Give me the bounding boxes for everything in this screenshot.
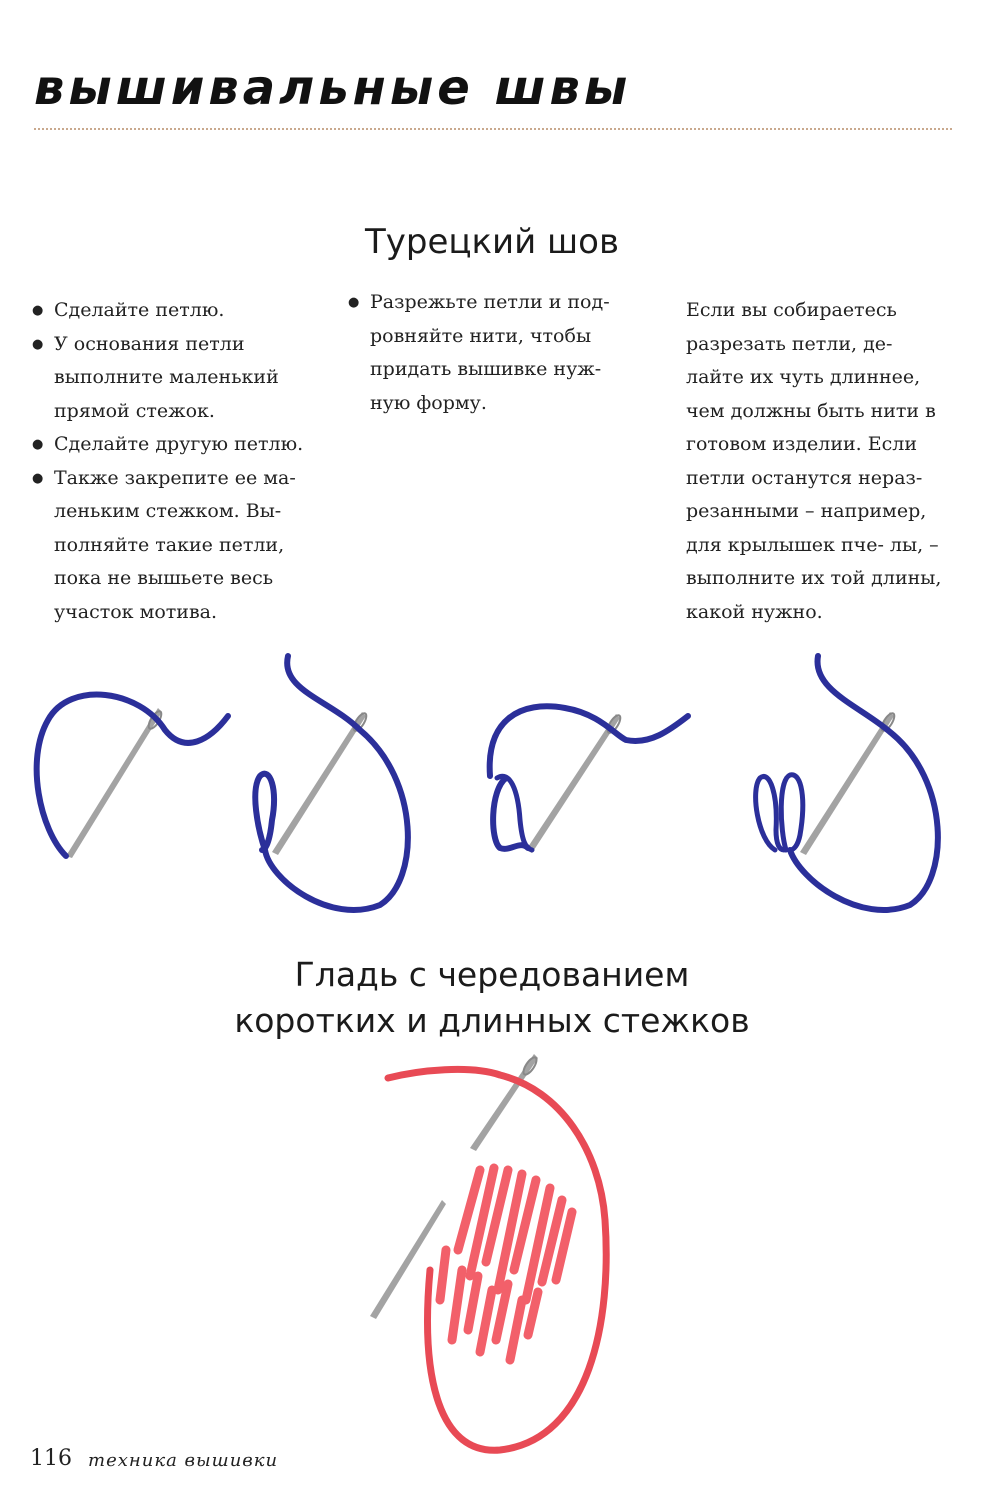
step-item: ● Сделайте петлю.: [32, 294, 332, 328]
turkish-step-4-illustration: [756, 656, 938, 910]
step-item: ● Разрежьте петли и под‑ ровняйте нити, чтобы придать вышивке нуж‑ ную форму.: [348, 286, 638, 420]
page-title: вышивальные швы: [34, 60, 632, 116]
turkish-step-1-illustration: [37, 695, 228, 858]
turkish-step-2-illustration: [255, 656, 408, 910]
section-name: техника вышивки: [88, 1450, 279, 1471]
step-item: ● У основания петли выполните маленький прямой стежок.: [32, 328, 332, 429]
title-line: коротких и длинных стежков: [234, 1001, 750, 1040]
title-line: Гладь с чередованием: [294, 955, 690, 994]
step-item: ● Сделайте другую петлю.: [32, 428, 332, 462]
step-item: ● Также закрепите ее ма‑ леньким стежком. Вы‑ полняйте такие петли, пока не вышьете весь участок мотива.: [32, 462, 332, 630]
turkish-stitch-title: Турецкий шов: [364, 222, 620, 262]
turkish-step-3-illustration: [490, 706, 688, 853]
long-short-stitch-illustration: [370, 1054, 606, 1450]
long-short-stitch-title: [0, 952, 984, 1044]
note-text: Если вы собираетесь разрезать петли, де‑ лайте их чуть длиннее, чем должны быть нити в готовом изделии. Если петли останутся нераз‑ резанными – например, для крылышек пче‑ лы, – выполните их той длины, какой нужно.: [686, 299, 942, 623]
page-number: 116: [30, 1446, 72, 1471]
